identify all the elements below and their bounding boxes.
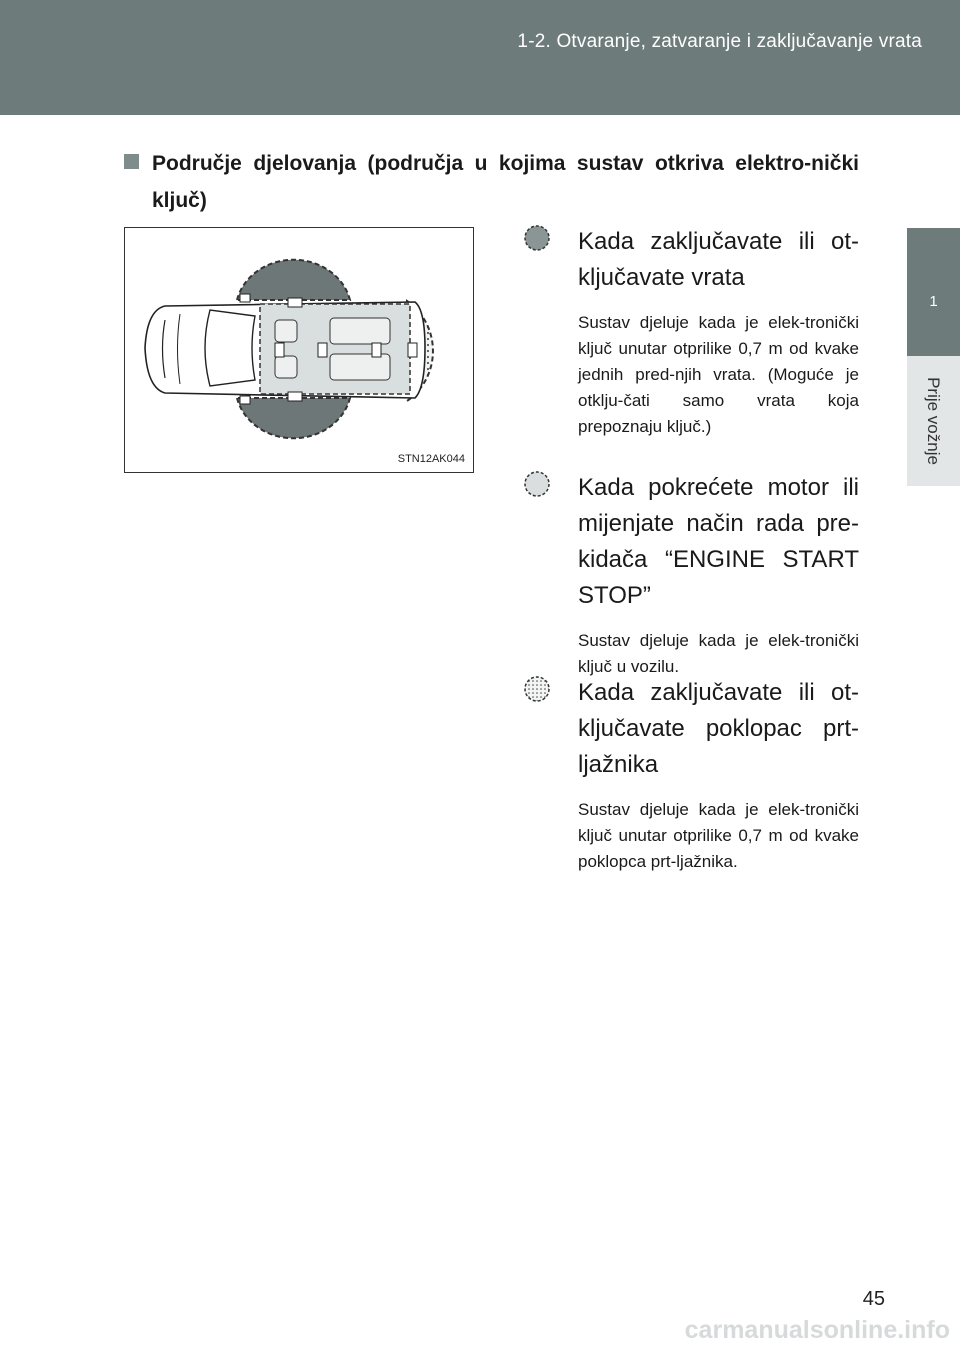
page-header	[0, 0, 960, 115]
range-item-description: Sustav djeluje kada je elek-tronički ključ unutar otprilike 0,7 m od kvake poklopca prt-ljažnika.	[578, 800, 859, 871]
door-range-area-bottom	[237, 398, 350, 438]
range-item-trunk	[523, 675, 859, 875]
range-item-description: Sustav djeluje kada je elek-tronički ključ u vozilu.	[578, 631, 859, 676]
side-chapter-tab	[907, 228, 960, 356]
range-item-engine	[523, 470, 859, 680]
light-area-icon	[523, 470, 551, 498]
figure-code: STN12AK044	[397, 453, 465, 465]
side-chapter-number: 1	[929, 293, 938, 310]
door-range-area-top	[237, 260, 350, 300]
range-item-description: Sustav djeluje kada je elek-tronički ključ unutar otprilike 0,7 m od kvake jednih pred-njih vrata. (Moguće je otklju-čati samo vrata koja prepoznaju ključ.)	[578, 313, 859, 436]
range-item-title: Kada zaključavate ili ot-ključavate vrata	[578, 228, 859, 291]
car-top-view-illustration	[125, 228, 472, 471]
vehicle-range-diagram	[124, 227, 474, 473]
range-item-doors	[523, 224, 859, 440]
section-heading	[124, 145, 859, 219]
section-square-icon	[124, 154, 139, 169]
range-item-title: Kada pokrećete motor ili mijenjate način rada pre-kidača “ENGINE START STOP”	[578, 474, 859, 609]
page-number: 45	[862, 1288, 885, 1310]
dark-area-icon	[523, 224, 551, 252]
dotted-area-icon	[523, 675, 551, 703]
watermark: carmanualsonline.info	[684, 1316, 950, 1344]
range-item-title: Kada zaključavate ili ot-ključavate poklopac prt-ljažnika	[578, 679, 859, 778]
section-heading-text: Područje djelovanja (područja u kojima sustav otkriva elektro-nički ključ)	[152, 152, 859, 212]
chapter-title: 1-2. Otvaranje, zatvaranje i zaključavanje vrata	[517, 31, 922, 52]
side-chapter-label: Prije vožnje	[924, 377, 943, 465]
